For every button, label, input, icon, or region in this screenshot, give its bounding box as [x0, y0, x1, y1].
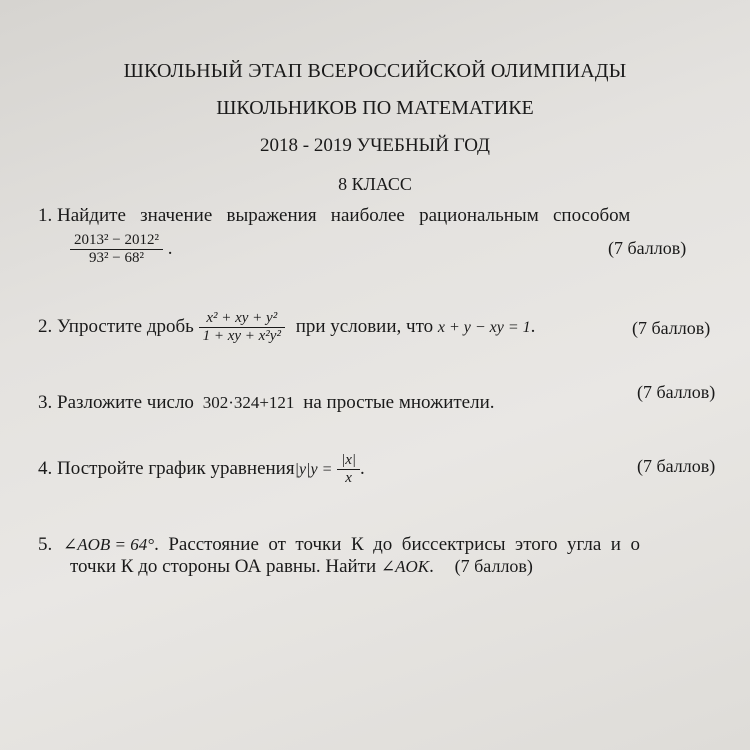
problem-3-number: 3. [38, 392, 53, 413]
header-line-2: ШКОЛЬНИКОВ ПО МАТЕМАТИКЕ [216, 97, 534, 119]
problem-5-angle-2: ∠AOK [380, 557, 430, 576]
problem-2-condition: x + y − xy = 1 [437, 318, 531, 336]
header-line-4: 8 КЛАСС [338, 174, 412, 194]
problem-5-angle: ∠AOB = 64° [63, 535, 155, 554]
problem-1-text: Найдите значение выражения наиболее рациональным способом [57, 205, 631, 226]
problem-1-line [38, 205, 630, 227]
problem-1-fraction [70, 232, 163, 267]
problem-1-tail: . [167, 237, 173, 259]
problem-2-fraction [199, 310, 285, 345]
problem-3-tail: на простые множители. [303, 392, 495, 413]
problem-3-expression: 302·324+121 [202, 393, 295, 412]
problem-4-fraction [337, 452, 360, 487]
problem-4-line [38, 452, 365, 487]
fraction-denominator: 1 + xy + x²y² [202, 328, 281, 344]
problem-5-number: 5. [38, 534, 53, 555]
problem-4-number: 4. [38, 457, 53, 479]
problem-2-tail2: . [530, 315, 536, 337]
problem-3-line [38, 392, 495, 414]
problem-5-tail: . [429, 556, 434, 577]
fraction-denominator: 93² − 68² [89, 250, 144, 266]
fraction-numerator: 2013² − 2012² [70, 232, 163, 250]
fraction-numerator: x² + xy + y² [199, 310, 285, 328]
problem-2-line [38, 310, 535, 345]
header-line-1: ШКОЛЬНЫЙ ЭТАП ВСЕРОССИЙСКОЙ ОЛИМПИАДЫ [123, 60, 627, 82]
problem-4-points: (7 баллов) [637, 456, 716, 476]
fraction-denominator: x [345, 470, 352, 486]
problem-2-points: (7 баллов) [632, 318, 711, 338]
problem-2-text: Упростите дробь [57, 315, 194, 337]
problem-1-points: (7 баллов) [608, 238, 687, 258]
fraction-numerator: |x| [337, 452, 360, 470]
problem-4-text: Постройте график уравнения [57, 457, 295, 479]
problem-1-expression [70, 232, 172, 267]
problem-3-points: (7 баллов) [637, 382, 716, 402]
header-line-3: 2018 - 2019 УЧЕБНЫЙ ГОД [260, 135, 490, 156]
problem-2-tail: при условии, что [295, 315, 434, 337]
problem-5-points: (7 баллов) [454, 556, 533, 576]
problem-5-text-2: точки К до стороны ОА равны. Найти [70, 556, 377, 577]
problem-2-number: 2. [38, 315, 53, 337]
problem-5-line-2 [70, 556, 533, 578]
problem-4-expression: |y|y = [294, 460, 333, 478]
problem-4-tail: . [360, 457, 365, 479]
problem-3-text: Разложите число [57, 392, 194, 413]
problem-5-text: . Расстояние от точки К до биссектрисы этого угла и о [154, 534, 640, 555]
problem-5-line-1 [38, 534, 640, 556]
problem-1-number: 1. [38, 205, 53, 226]
